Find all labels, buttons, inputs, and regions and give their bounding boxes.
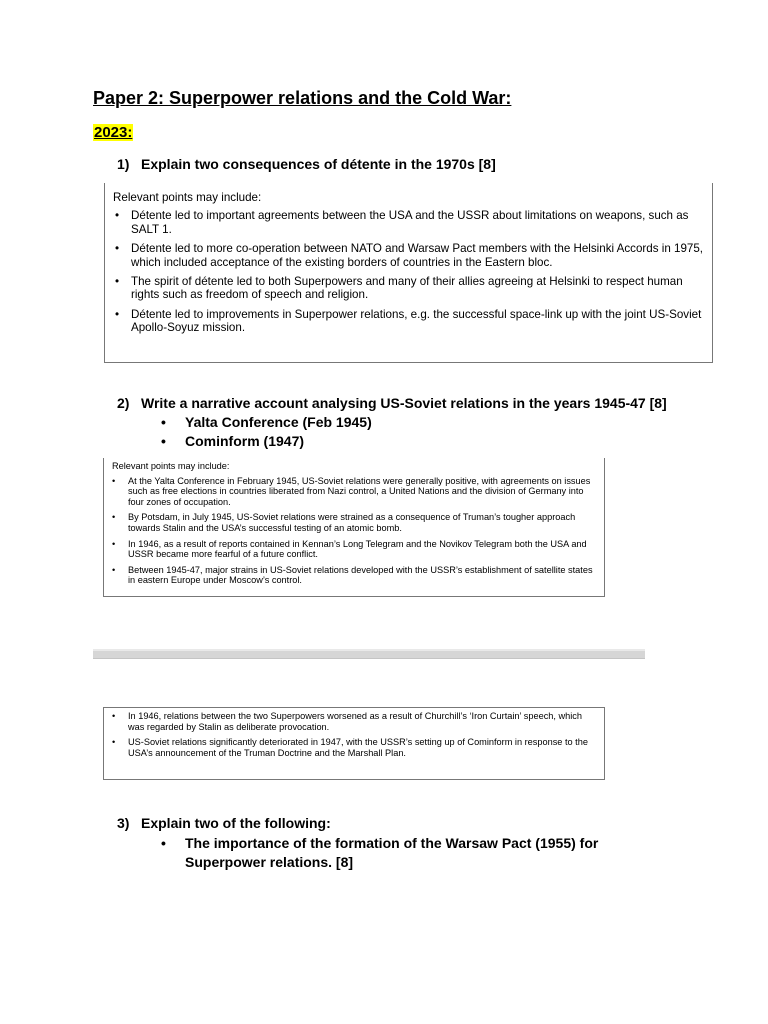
mark-scheme-box-2-continued	[103, 707, 605, 780]
mark-scheme-point: • By Potsdam, in July 1945, US-Soviet relations were strained as a consequence of Truman’s tougher approach towards Stalin and the USA’s successful testing of an atomic bomb.	[110, 512, 598, 533]
bullet-icon: •	[161, 433, 166, 449]
mark-scheme-point: • In 1946, relations between the two Superpowers worsened as a result of Churchill’s ‘Iron Curtain’ speech, which was regarded by Stalin as deliberate provocation.	[110, 711, 598, 732]
question-3-text: Explain two of the following:	[141, 815, 331, 831]
mark-scheme-list	[113, 209, 704, 334]
question-2-bullet-text: Cominform (1947)	[185, 433, 305, 449]
question-3-bullet-text: The importance of the formation of the Warsaw Pact (1955) for Superpower relations. [8]	[185, 835, 599, 870]
mark-scheme-point: • In 1946, as a result of reports contained in Kennan’s Long Telegram and the Novikov Telegram both the USA and USSR became more fearful of a future conflict.	[110, 539, 598, 560]
year-heading: 2023:	[94, 124, 133, 141]
question-2-number: 2)	[117, 395, 130, 411]
bullet-icon: •	[161, 414, 166, 430]
mark-scheme-header: Relevant points may include:	[112, 461, 230, 471]
page-title: Paper 2: Superpower relations and the Cold War:	[93, 88, 512, 108]
mark-scheme-point: • US-Soviet relations significantly deteriorated in 1947, with the USSR’s setting up of Cominform in response to the USA’s announcement of the Truman Doctrine and the Marshall Plan.	[110, 737, 598, 758]
mark-scheme-point: • Between 1945-47, major strains in US-Soviet relations developed with the USSR’s establishment of satellite states in eastern Europe under Moscow’s control.	[110, 565, 598, 586]
mark-scheme-list	[110, 476, 598, 586]
mark-scheme-point: • Détente led to important agreements between the USA and the USSR about limitations on weapons, such as SALT 1.	[113, 209, 704, 236]
question-2-text: Write a narrative account analysing US-Soviet relations in the years 1945-47 [8]	[141, 395, 667, 411]
page-break-divider	[93, 649, 645, 659]
bullet-icon: •	[161, 835, 166, 851]
question-1	[117, 156, 496, 172]
mark-scheme-list	[110, 711, 598, 758]
mark-scheme-point: • Détente led to improvements in Superpower relations, e.g. the successful space-link up with the joint US-Soviet Apollo-Soyuz mission.	[113, 308, 704, 335]
question-2-bullet	[161, 433, 304, 449]
question-2-bullet-text: Yalta Conference (Feb 1945)	[185, 414, 372, 430]
question-2	[117, 395, 667, 411]
mark-scheme-point: • At the Yalta Conference in February 1945, US-Soviet relations were generally positive, with agreements on issues such as free elections in countries liberated from Nazi control, a United Nations and the division of Germany into four zones of occupation.	[110, 476, 598, 508]
question-3-bullet	[161, 834, 681, 872]
mark-scheme-box-2	[103, 458, 605, 597]
question-2-bullet	[161, 414, 372, 430]
question-1-number: 1)	[117, 156, 130, 172]
question-3-number: 3)	[117, 815, 130, 831]
mark-scheme-header: Relevant points may include:	[113, 191, 262, 204]
mark-scheme-box-1	[104, 183, 713, 363]
question-3	[117, 815, 331, 831]
mark-scheme-point: • The spirit of détente led to both Superpowers and many of their allies agreeing at Helsinki to respect human rights such as freedom of speech and religion.	[113, 275, 704, 302]
mark-scheme-point: • Détente led to more co-operation between NATO and Warsaw Pact members with the Helsinki Accords in 1975, which included acceptance of the existing borders of countries in the Eastern bloc.	[113, 242, 704, 269]
question-1-text: Explain two consequences of détente in the 1970s [8]	[141, 156, 496, 172]
